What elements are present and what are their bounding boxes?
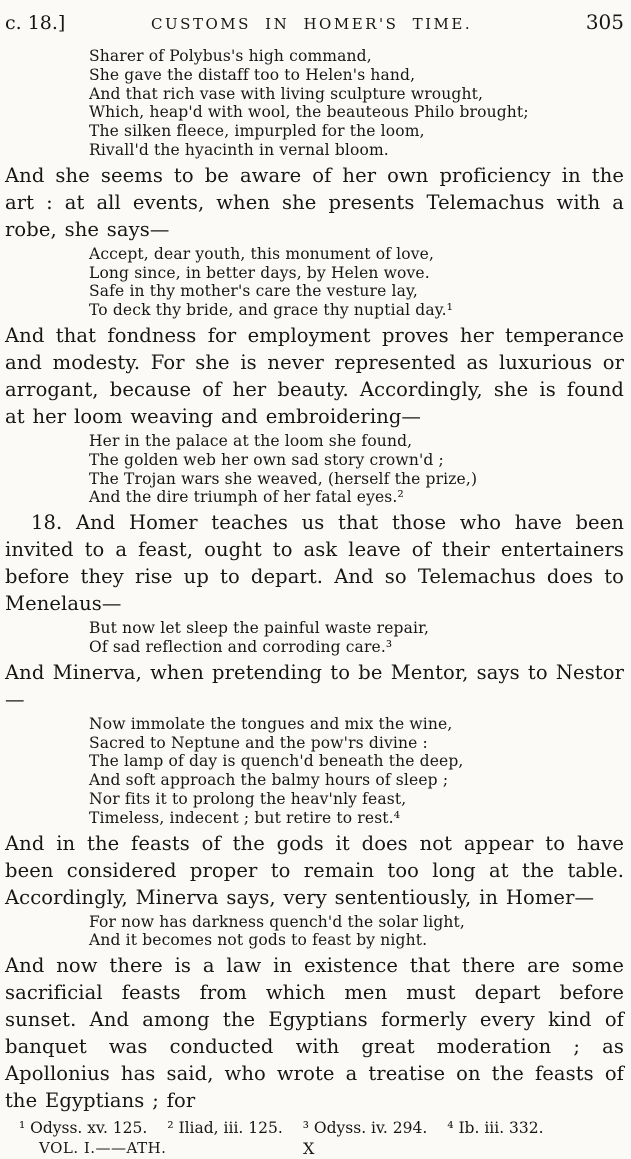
verse-line: The Trojan wars she weaved, (herself the prize,) <box>89 469 478 488</box>
verse-line: The golden web her own sad story crown'd ; <box>89 450 444 469</box>
verse-quotation <box>89 913 624 951</box>
verse-line: Sacred to Neptune and the pow'rs divine : <box>89 733 428 752</box>
verse-line: The silken fleece, impurpled for the loom, <box>89 122 425 141</box>
prose-paragraph: And now there is a law in existence that there are some sacrificial feasts from which men must depart before sunset. And among the Egyptians formerly every kind of banquet was conducted with great moderation ; as Apollonius has said, who wrote a treatise on the feasts of the Egyptians ; for <box>5 954 624 1113</box>
verse-line: Nor fits it to prolong the heav'nly feast, <box>89 789 407 808</box>
verse-line: And soft approach the balmy hours of sleep ; <box>89 771 449 790</box>
verse-line: And that rich vase with living sculpture wrought, <box>89 84 484 103</box>
page-number: 305 <box>585 10 624 34</box>
verse-line: Rivall'd the hyacinth in vernal bloom. <box>89 140 389 159</box>
footnotes <box>5 1119 624 1137</box>
verse-line: The lamp of day is quench'd beneath the deep, <box>89 752 464 771</box>
chapter-marker: c. 18.] <box>5 12 66 34</box>
prose-paragraph: And she seems to be aware of her own proficiency in the art : at all events, when she presents Telemachus with a robe, she says— <box>5 163 624 241</box>
verse-line: Her in the palace at the loom she found, <box>89 431 413 450</box>
gathering-mark: X <box>303 1139 315 1159</box>
verse-line: Which, heap'd with wool, the beauteous Philo brought; <box>89 103 529 122</box>
page-content <box>5 47 624 1114</box>
volume-signature: VOL. I.——ATH. <box>39 1139 167 1158</box>
prose-paragraph: And Minerva, when pretending to be Mentor, says to Nestor— <box>5 660 624 711</box>
verse-line: Accept, dear youth, this monument of love, <box>89 244 435 263</box>
verse-line: Safe in thy mother's care the vesture lay, <box>89 282 418 301</box>
running-header <box>5 10 624 34</box>
footnote-item: ² Iliad, iii. 125. <box>167 1119 283 1138</box>
verse-quotation <box>89 715 624 828</box>
footnote-item: ¹ Odyss. xv. 125. <box>19 1119 148 1138</box>
verse-line: But now let sleep the painful waste repair, <box>89 619 430 638</box>
verse-quotation <box>89 245 624 320</box>
verse-quotation <box>89 619 624 657</box>
verse-line: Timeless, indecent ; but retire to rest.⁴ <box>89 808 401 827</box>
verse-line: Of sad reflection and corroding care.³ <box>89 637 393 656</box>
verse-line: Now immolate the tongues and mix the wine, <box>89 714 453 733</box>
prose-paragraph: And in the feasts of the gods it does not appear to have been considered proper to remain too long at the table. Accordingly, Minerva says, very sententiously, in Homer— <box>5 831 624 909</box>
verse-line: She gave the distaff too to Helen's hand, <box>89 65 416 84</box>
footnote-item: ⁴ Ib. iii. 332. <box>447 1119 544 1138</box>
verse-line: Long since, in better days, by Helen wove. <box>89 263 430 282</box>
prose-paragraph: And that fondness for employment proves her temperance and modesty. For she is never represented as luxurious or arrogant, because of her beauty. Accordingly, she is found at her loom weaving and embroidering— <box>5 323 624 428</box>
verse-quotation <box>89 47 624 160</box>
signature-line <box>5 1139 624 1159</box>
prose-paragraph: 18. And Homer teaches us that those who have been invited to a feast, ought to ask leave of their entertainers before they rise up to depart. And so Telemachus does to Menelaus— <box>5 511 624 616</box>
verse-line: And it becomes not gods to feast by night. <box>89 931 428 950</box>
running-title: CUSTOMS IN HOMER'S TIME. <box>151 15 473 33</box>
verse-line: To deck thy bride, and grace thy nuptial day.¹ <box>89 301 454 320</box>
verse-quotation <box>89 432 624 507</box>
verse-line: Sharer of Polybus's high command, <box>89 47 372 65</box>
footnote-item: ³ Odyss. iv. 294. <box>302 1119 428 1138</box>
verse-line: And the dire triumph of her fatal eyes.² <box>89 488 404 507</box>
verse-line: For now has darkness quench'd the solar light, <box>89 912 465 931</box>
